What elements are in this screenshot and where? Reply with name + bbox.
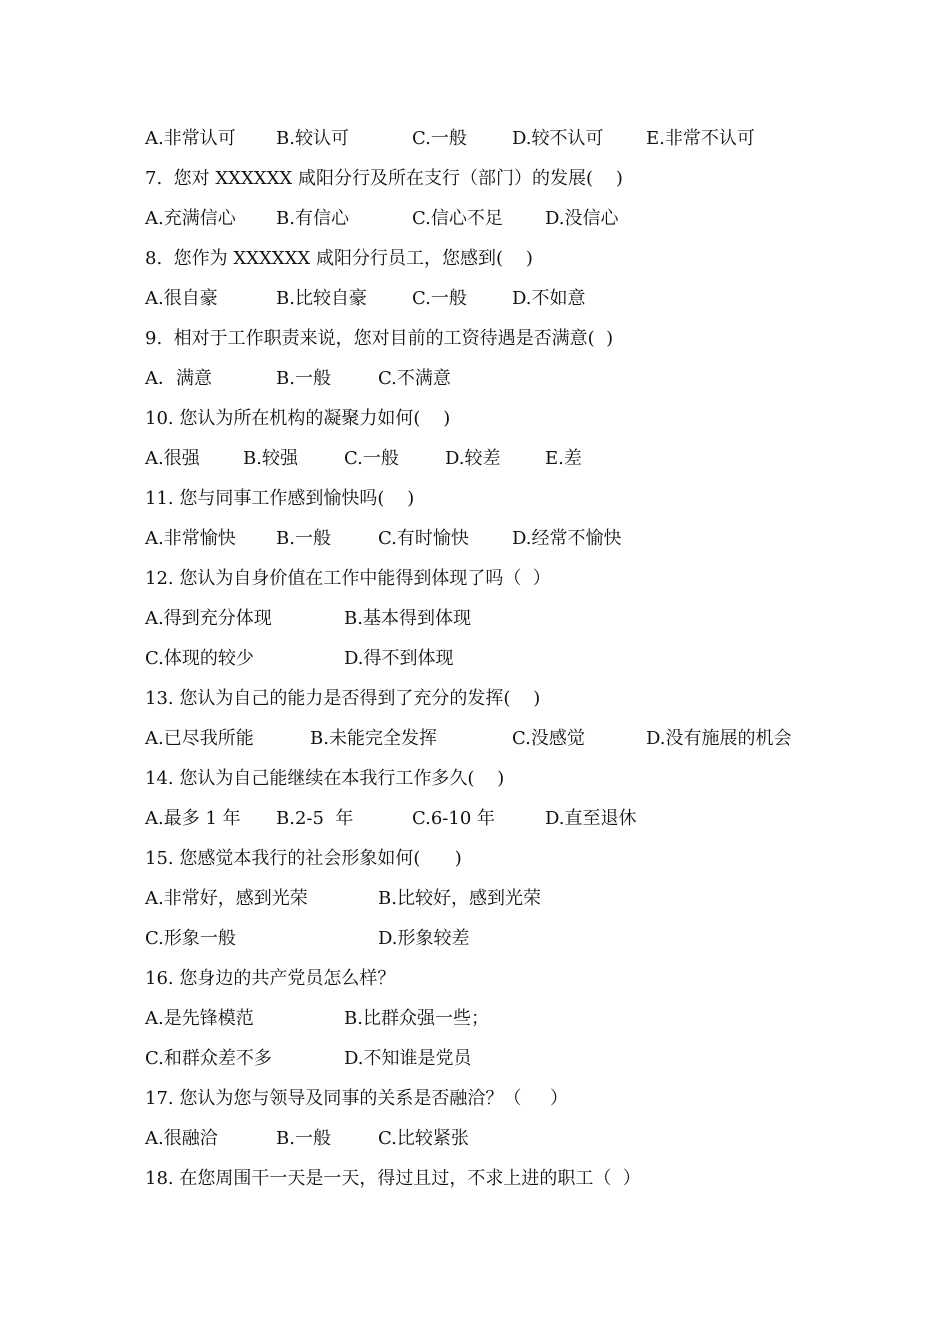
question-text: 7. 您对 XXXXXX 咸阳分行及所在支行（部门）的发展( ) xyxy=(145,168,623,189)
option-text: E.差 xyxy=(545,448,582,469)
option-text: C.体现的较少 xyxy=(145,648,254,669)
option-text: C.一般 xyxy=(412,288,467,309)
option-text: D.较不认可 xyxy=(512,128,604,149)
option-text: A.很自豪 xyxy=(145,288,218,309)
option-text: A.得到充分体现 xyxy=(145,608,272,629)
option-text: A.已尽我所能 xyxy=(145,728,254,749)
question-text: 16. 您身边的共产党员怎么样？ xyxy=(145,968,396,989)
option-text: C.信心不足 xyxy=(412,208,503,229)
option-text: C.有时愉快 xyxy=(378,528,469,549)
option-text: B.未能完全发挥 xyxy=(310,728,437,749)
question-text: 18. 在您周围干一天是一天，得过且过，不求上进的职工（ ） xyxy=(145,1168,641,1189)
option-text: A.非常愉快 xyxy=(145,528,236,549)
option-text: E.非常不认可 xyxy=(646,128,755,149)
option-text: C.和群众差不多 xyxy=(145,1048,272,1069)
question-text: 10. 您认为所在机构的凝聚力如何( ) xyxy=(145,408,451,429)
option-text: D.没有施展的机会 xyxy=(646,728,792,749)
option-text: B.比较自豪 xyxy=(276,288,367,309)
question-text: 17. 您认为您与领导及同事的关系是否融洽？（ ） xyxy=(145,1088,568,1109)
question-text: 15. 您感觉本我行的社会形象如何( ) xyxy=(145,848,462,869)
option-text: A.非常好，感到光荣 xyxy=(145,888,308,909)
option-text: C.一般 xyxy=(344,448,399,469)
option-text: B.基本得到体现 xyxy=(344,608,471,629)
option-text: B.较强 xyxy=(243,448,298,469)
option-text: A.很融洽 xyxy=(145,1128,218,1149)
question-text: 14. 您认为自己能继续在本我行工作多久( ) xyxy=(145,768,505,789)
option-text: A.很强 xyxy=(145,448,200,469)
option-text: D.没信心 xyxy=(545,208,619,229)
question-text: 12. 您认为自身价值在工作中能得到体现了吗（ ） xyxy=(145,568,551,589)
option-text: C.不满意 xyxy=(378,368,451,389)
option-text: B.较认可 xyxy=(276,128,349,149)
option-text: B.有信心 xyxy=(276,208,349,229)
option-text: C.形象一般 xyxy=(145,928,236,949)
option-text: A.最多 1 年 xyxy=(145,808,241,829)
option-text: C.没感觉 xyxy=(512,728,585,749)
question-text: 13. 您认为自己的能力是否得到了充分的发挥( ) xyxy=(145,688,541,709)
option-text: B.一般 xyxy=(276,1128,331,1149)
option-text: A.非常认可 xyxy=(145,128,236,149)
option-text: D.直至退休 xyxy=(545,808,637,829)
option-text: B.2-5 年 xyxy=(276,808,354,829)
option-text: A．满意 xyxy=(145,368,212,389)
question-text: 11. 您与同事工作感到愉快吗( ) xyxy=(145,488,415,509)
option-text: D.形象较差 xyxy=(378,928,470,949)
option-text: B.比群众强一些； xyxy=(344,1008,489,1029)
option-text: A.充满信心 xyxy=(145,208,236,229)
option-text: C.比较紧张 xyxy=(378,1128,469,1149)
option-text: D.不如意 xyxy=(512,288,586,309)
option-text: D.经常不愉快 xyxy=(512,528,622,549)
option-text: A.是先锋模范 xyxy=(145,1008,254,1029)
option-text: C.一般 xyxy=(412,128,467,149)
option-text: B.一般 xyxy=(276,368,331,389)
option-text: D.不知谁是党员 xyxy=(344,1048,472,1069)
question-text: 9. 相对于工作职责来说，您对目前的工资待遇是否满意( ) xyxy=(145,328,614,349)
option-text: D.较差 xyxy=(445,448,501,469)
option-text: B.比较好，感到光荣 xyxy=(378,888,541,909)
option-text: D.得不到体现 xyxy=(344,648,454,669)
option-text: B.一般 xyxy=(276,528,331,549)
question-text: 8. 您作为 XXXXXX 咸阳分行员工，您感到( ) xyxy=(145,248,533,269)
option-text: C.6-10 年 xyxy=(412,808,496,829)
